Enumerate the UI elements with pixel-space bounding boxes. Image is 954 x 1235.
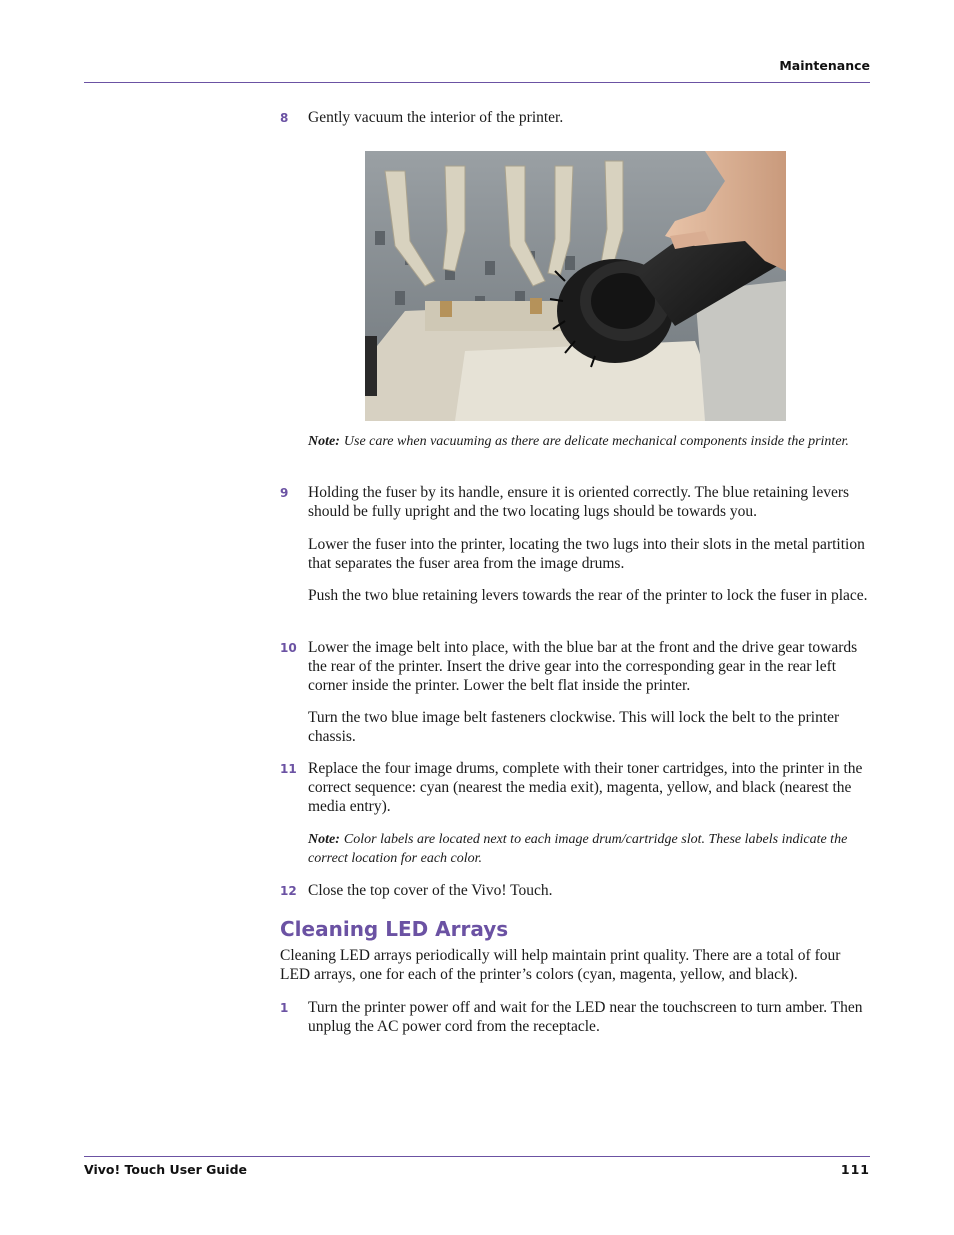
step-1 (280, 998, 870, 1036)
step-number: 1 (280, 1001, 289, 1015)
step-text: Turn the printer power off and wait for the LED near the touchscreen to turn amber. Then unplug the AC power cord from the receptacle. (308, 999, 863, 1035)
section-heading: Cleaning LED Arrays (280, 917, 509, 941)
step-text: Replace the four image drums, complete with their toner cartridges, into the printer in the correct sequence: cyan (nearest the media exit), magenta, yellow, and black (nearest the media entry). (308, 760, 863, 815)
vacuum-printer-photo (365, 151, 786, 421)
section-intro: Cleaning LED arrays periodically will help maintain print quality. There are a total of four LED arrays, one for each of the printer’s colors (cyan, magenta, yellow, and black). (280, 947, 841, 983)
step-9-paragraph-lower-fuser: Lower the fuser into the printer, locating the two lugs into their slots in the metal partition that separates the fuser area from the image drums. (308, 536, 865, 572)
step-text: Holding the fuser by its handle, ensure it is oriented correctly. The blue retaining levers should be fully upright and the two locating lugs should be towards you. (308, 484, 850, 520)
step-number: 12 (280, 884, 297, 898)
step-10-paragraph-fasteners: Turn the two blue image belt fasteners clockwise. This will lock the belt to the printer chassis. (308, 709, 840, 745)
step-12 (280, 881, 870, 900)
step-11 (280, 759, 870, 816)
step-8 (280, 108, 870, 127)
step-number: 10 (280, 641, 297, 655)
footer-title: Vivo! Touch User Guide (84, 1162, 247, 1177)
step-number: 11 (280, 762, 297, 776)
note-label: Note: (308, 434, 340, 449)
step-text: Gently vacuum the interior of the printer. (308, 109, 564, 126)
step-number: 9 (280, 486, 289, 500)
header-rule (84, 82, 870, 83)
step-10 (280, 638, 870, 695)
note-text: Use care when vacuuming as there are delicate mechanical components inside the printer. (343, 434, 849, 449)
step-9-paragraph-push-levers: Push the two blue retaining levers towards the rear of the printer to lock the fuser in place. (308, 587, 868, 604)
note-text: Color labels are located next to each image drum/cartridge slot. These labels indicate the correct location for each color. (308, 832, 848, 866)
step-text: Close the top cover of the Vivo! Touch. (308, 882, 553, 899)
page-number: 111 (840, 1162, 870, 1177)
step-9 (280, 483, 870, 521)
footer-rule (84, 1156, 870, 1157)
running-header: Maintenance (779, 58, 870, 73)
note-vacuum-care (308, 432, 870, 451)
step-text: Lower the image belt into place, with the blue bar at the front and the drive gear towards the rear of the printer. Insert the drive gear into the corresponding gear in the rear left corner inside the printer. Lower the belt flat inside the printer. (308, 639, 858, 694)
note-color-labels (308, 830, 870, 868)
note-label: Note: (308, 832, 340, 847)
step-number: 8 (280, 111, 289, 125)
